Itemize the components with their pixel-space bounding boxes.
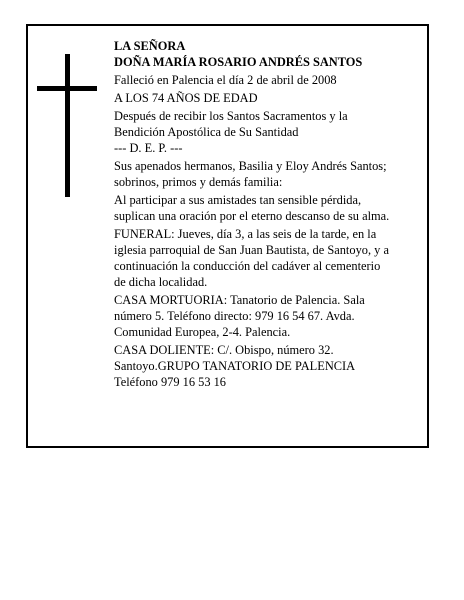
funeral-line: FUNERAL: Jueves, día 3, a las seis de la tarde, en la (114, 227, 377, 241)
request-paragraph (114, 192, 424, 224)
mortuary-line: CASA MORTUORIA: Tanatorio de Palencia. Sala (114, 293, 365, 307)
home-paragraph (114, 342, 424, 390)
funeral-line: continuación la conducción del cadáver al cementerio (114, 259, 381, 273)
death-date-line: Falleció en Palencia el día 2 de abril de 2008 (114, 73, 337, 87)
request-line: suplican una oración por el eterno descanso de su alma. (114, 209, 390, 223)
home-line: Teléfono 979 16 53 16 (114, 375, 227, 389)
mortuary-paragraph (114, 292, 424, 340)
notice-heading: LA SEÑORA (114, 39, 186, 53)
cross-icon (37, 54, 97, 197)
sacraments-line: Bendición Apostólica de Su Santidad (114, 125, 299, 139)
deceased-name: DOÑA MARÍA ROSARIO ANDRÉS SANTOS (114, 55, 363, 69)
mortuary-line: número 5. Teléfono directo: 979 16 54 67. Avda. (114, 309, 355, 323)
family-paragraph (114, 158, 424, 190)
sacraments-paragraph (114, 108, 424, 140)
family-line: Sus apenados hermanos, Basilia y Eloy Andrés Santos; (114, 159, 387, 173)
home-line: Santoyo.GRUPO TANATORIO DE PALENCIA (114, 359, 356, 373)
rip-line: --- D. E. P. --- (114, 141, 183, 155)
funeral-line: iglesia parroquial de San Juan Bautista, de Santoyo, y a (114, 243, 389, 257)
cross-vertical-bar (65, 54, 70, 197)
age-line: A LOS 74 AÑOS DE EDAD (114, 91, 258, 105)
home-line: CASA DOLIENTE: C/. Obispo, número 32. (114, 343, 334, 357)
funeral-line: de dicha localidad. (114, 275, 208, 289)
mortuary-line: Comunidad Europea, 2-4. Palencia. (114, 325, 291, 339)
funeral-paragraph (114, 226, 424, 290)
cross-horizontal-bar (37, 86, 97, 91)
request-line: Al participar a sus amistades tan sensible pérdida, (114, 193, 362, 207)
sacraments-line: Después de recibir los Santos Sacramentos y la (114, 109, 348, 123)
family-line: sobrinos, primos y demás familia: (114, 175, 283, 189)
obituary-text (114, 38, 424, 390)
